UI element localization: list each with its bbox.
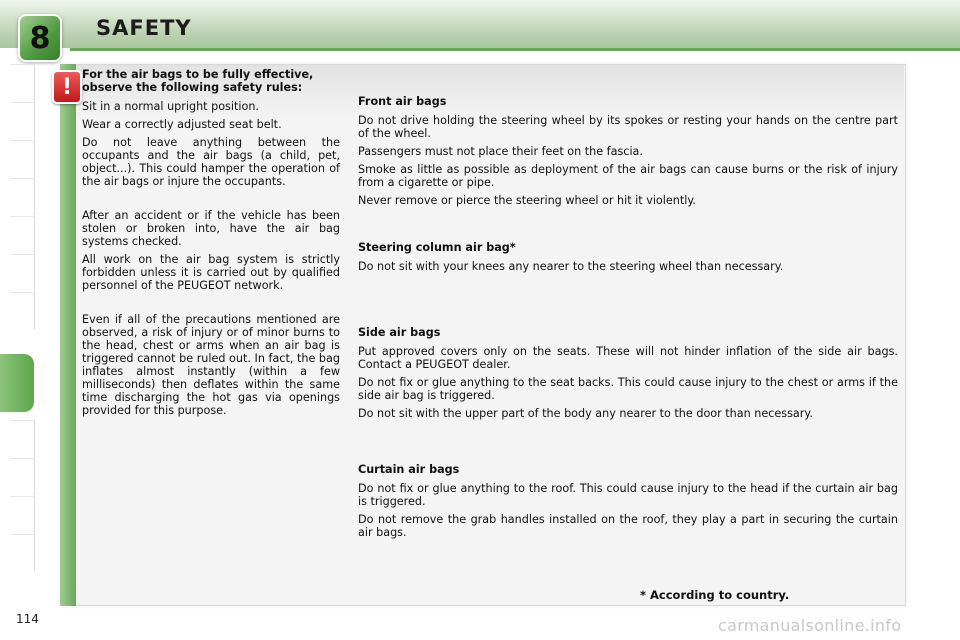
panel-accent-bar (60, 64, 76, 606)
safety-rule: Do not leave anything between the occupants and the air bags (a child, pet, object...). This could hamper the operation of the air bags or injure the occupants. (82, 136, 340, 188)
safety-rule: Sit in a normal upright position. (82, 100, 259, 113)
safety-rule: Even if all of the precautions mentioned are observed, a risk of injury or of minor burns to the head, chest or arms when an air bag is triggered cannot be ruled out. In fact, the bag inflates almost instantly (within a few milliseconds) then deflates within the same time discharging the hot gas via openings provided for this purpose. (82, 313, 340, 417)
safety-rule: Wear a correctly adjusted seat belt. (82, 118, 282, 131)
section-title-steering-column-air-bag: Steering column air bag* (358, 241, 516, 254)
chapter-tab[interactable] (10, 254, 35, 291)
chapter-tab[interactable] (10, 458, 35, 495)
safety-rules-heading: For the air bags to be fully effective, observe the following safety rules: (82, 68, 314, 94)
page-number: 114 (16, 612, 39, 626)
chapter-tab-active[interactable] (0, 354, 34, 412)
chapter-tabs (0, 64, 40, 584)
header-divider (70, 48, 960, 51)
chapter-tab[interactable] (10, 102, 35, 139)
section-paragraph: Do not sit with your knees any nearer to the steering wheel than necessary. (358, 260, 784, 273)
section-title-front-air-bags: Front air bags (358, 95, 447, 108)
safety-rule: All work on the air bag system is strictly forbidden unless it is carried out by qualified personnel of the PEUGEOT network. (82, 253, 340, 292)
chapter-tab[interactable] (10, 420, 35, 457)
section-title-side-air-bags: Side air bags (358, 326, 441, 339)
chapter-tab[interactable] (10, 64, 35, 101)
chapter-tab[interactable] (10, 178, 35, 215)
chapter-tab[interactable] (10, 534, 35, 571)
chapter-badge: 8 (18, 14, 62, 62)
warning-icon: ! (52, 70, 82, 104)
section-paragraph: Do not fix or glue anything to the roof. This could cause injury to the head if the curtain air bag is triggered. (358, 482, 898, 508)
section-paragraph: Never remove or pierce the steering wheel or hit it violently. (358, 194, 696, 207)
footnote: * According to country. (640, 588, 790, 602)
chapter-tab[interactable] (10, 496, 35, 533)
airbag-sections-column (358, 95, 898, 544)
safety-rules-column (82, 68, 340, 422)
page-title: SAFETY (96, 16, 192, 40)
section-paragraph: Do not sit with the upper part of the body any nearer to the door than necessary. (358, 407, 813, 420)
section-paragraph: Do not remove the grab handles installed on the roof, they play a part in securing the curtain air bags. (358, 513, 898, 539)
section-paragraph: Passengers must not place their feet on the fascia. (358, 145, 643, 158)
chapter-tab[interactable] (10, 140, 35, 177)
watermark: carmanualsonline.info (718, 616, 902, 635)
chapter-tab[interactable] (10, 216, 35, 253)
chapter-tab[interactable] (10, 292, 35, 329)
section-title-curtain-air-bags: Curtain air bags (358, 463, 460, 476)
safety-rule: After an accident or if the vehicle has been stolen or broken into, have the air bag systems checked. (82, 209, 340, 248)
section-paragraph: Put approved covers only on the seats. These will not hinder inflation of the side air bags. Contact a PEUGEOT dealer. (358, 345, 898, 371)
section-paragraph: Do not drive holding the steering wheel by its spokes or resting your hands on the centre part of the wheel. (358, 114, 898, 140)
section-paragraph: Do not fix or glue anything to the seat backs. This could cause injury to the chest or arms if the side air bag is triggered. (358, 376, 898, 402)
section-paragraph: Smoke as little as possible as deployment of the air bags can cause burns or the risk of injury from a cigarette or pipe. (358, 163, 898, 189)
